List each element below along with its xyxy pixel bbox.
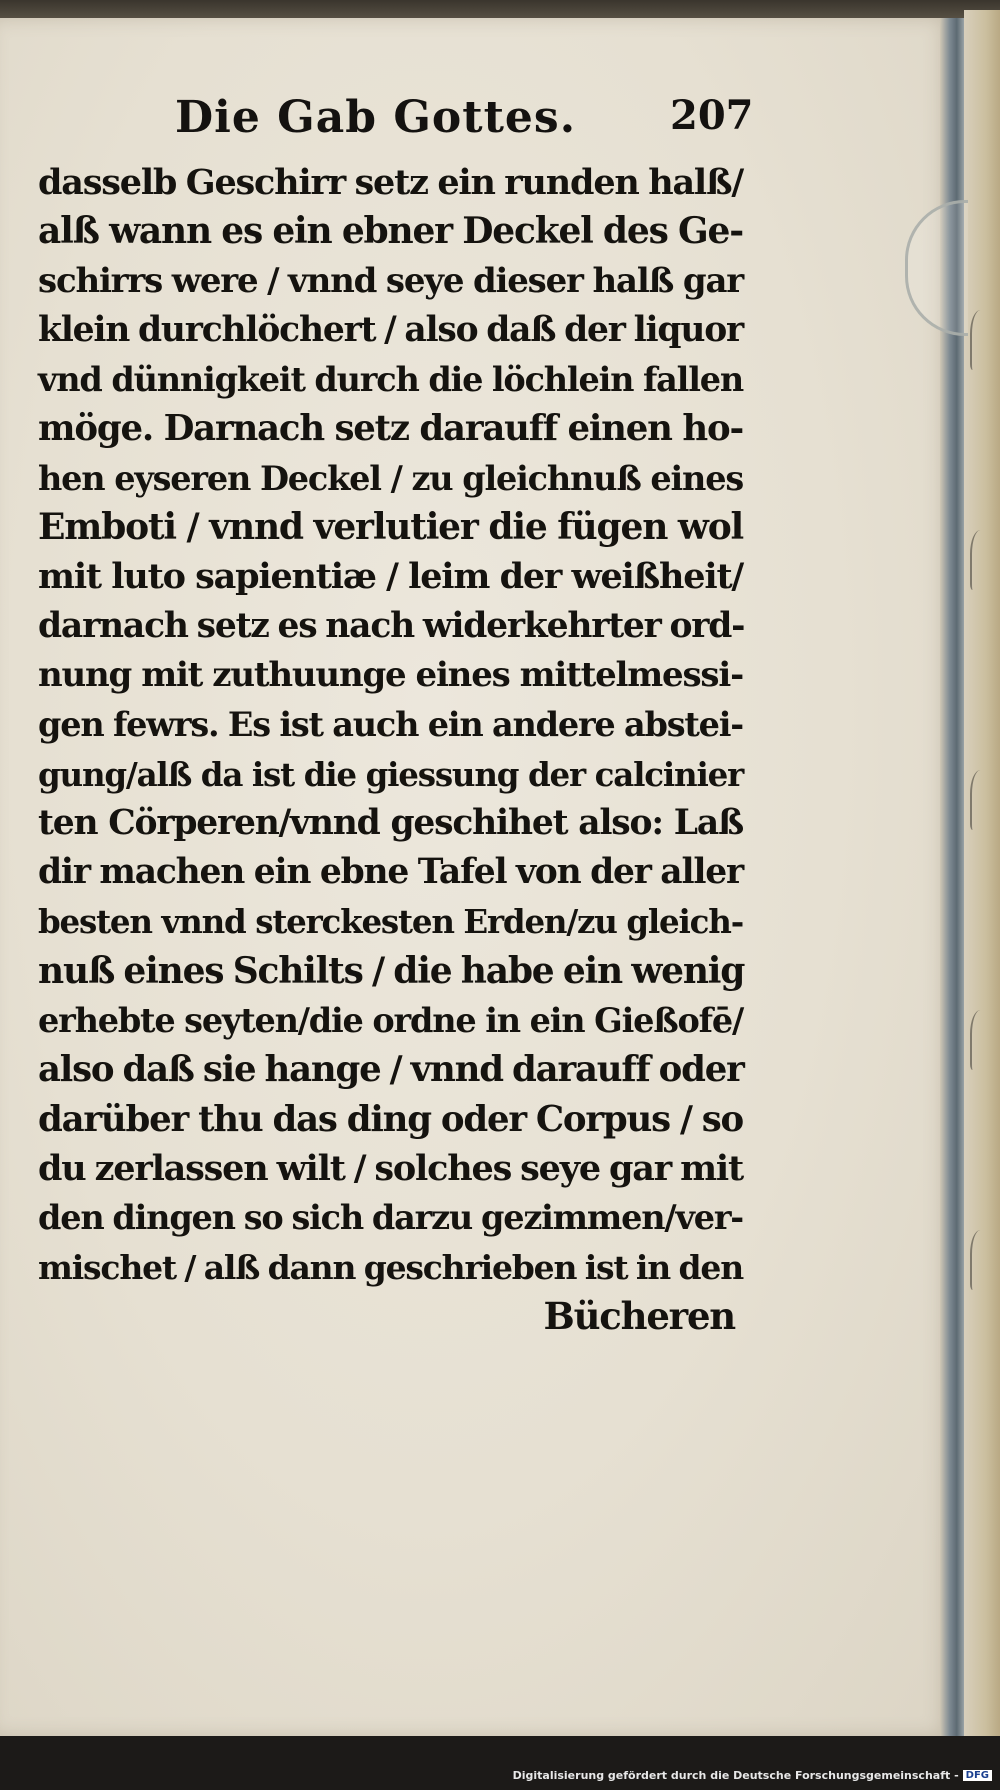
text-line: vnd dünnigkeit durch die löchlein fallen <box>38 360 743 400</box>
catchword: Bücheren <box>543 1293 735 1338</box>
text-line: du zerlassen wilt / solches seye gar mit <box>38 1147 743 1189</box>
text-line: gen fewrs. Es ist auch ein andere abstei- <box>38 705 743 745</box>
text-line: darnach setz es nach widerkehrter ord- <box>38 605 745 646</box>
text-line: den dingen so sich darzu gezimmen/ver- <box>38 1198 743 1238</box>
text-line: mit luto sapientiæ / leim der weißheit/ <box>38 556 743 598</box>
margin-scribble <box>970 310 996 370</box>
dfg-logo: DFG <box>963 1770 992 1781</box>
body-text <box>38 158 743 1341</box>
text-line: darüber thu das ding oder Corpus / so <box>38 1098 743 1140</box>
text-line: dir machen ein ebne Tafel von der aller <box>38 852 743 893</box>
text-line: mischet / alß dann geschrieben ist in den <box>38 1247 743 1287</box>
text-line: besten vnnd sterckesten Erden/zu gleich- <box>38 902 743 942</box>
text-line: also daß sie hange / vnnd darauff oder <box>38 1049 744 1091</box>
text-line: schirrs were / vnnd seye dieser halß gar <box>38 260 743 301</box>
page-header <box>175 92 755 148</box>
text-line: hen eyseren Deckel / zu gleichnuß eines <box>38 458 743 498</box>
margin-scribble <box>970 530 996 590</box>
credit-text: Digitalisierung gefördert durch die Deutsche Forschungsgemeinschaft - <box>512 1769 959 1782</box>
text-line: gung/alß da ist die giessung der calcinier <box>38 754 743 794</box>
text-line: nuß eines Schilts / die habe ein wenig <box>38 949 745 992</box>
text-line: klein durchlöchert / also daß der liquor <box>38 309 743 350</box>
digitization-credit <box>513 1769 992 1782</box>
margin-scribble <box>970 1010 996 1070</box>
margin-scribble <box>970 1230 996 1290</box>
running-head: Die Gab Gottes. <box>175 92 577 143</box>
text-line: erhebte seyten/die ordne in ein Gießofē/ <box>38 1001 743 1041</box>
margin-scribble <box>970 770 996 830</box>
text-line: dasselb Geschirr setz ein runden halß/ <box>38 162 743 203</box>
page-number: 207 <box>670 92 754 139</box>
text-line: alß wann es ein ebner Deckel des Ge- <box>38 210 743 253</box>
adjacent-page-edge <box>964 10 1000 1740</box>
text-line: ten Cörperen/vnnd geschihet also: Laß <box>38 802 743 843</box>
text-line: Emboti / vnnd verlutier die fügen wol <box>38 506 743 549</box>
text-line: nung mit zuthuunge eines mittelmessi- <box>38 654 743 695</box>
text-line: möge. Darnach setz darauff einen ho- <box>38 408 743 450</box>
